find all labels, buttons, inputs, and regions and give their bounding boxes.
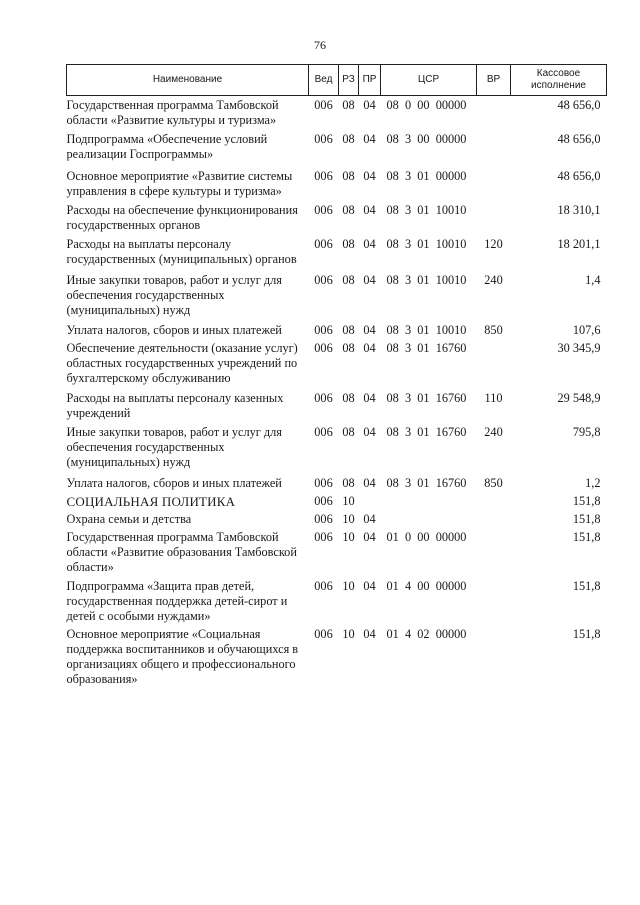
header-kassovoe: Кассовое исполнение	[511, 65, 607, 96]
row-ved: 006	[314, 98, 333, 112]
row-rz: 08	[342, 132, 355, 146]
row-ved: 006	[314, 169, 333, 183]
row-ved: 006	[314, 627, 333, 641]
row-kassovoe: 1,4	[585, 273, 601, 287]
row-rz: 08	[342, 391, 355, 405]
row-name: СОЦИАЛЬНАЯ ПОЛИТИКА	[66, 494, 236, 509]
table-row	[67, 624, 607, 687]
row-ved: 006	[314, 323, 333, 337]
row-name: Уплата налогов, сборов и иных платежей	[66, 323, 282, 337]
row-pr: 04	[363, 530, 376, 544]
row-name: Иные закупки товаров, работ и услуг для обеспечения государственных (муниципальных) нужд	[66, 273, 282, 317]
row-ved: 006	[314, 391, 333, 405]
row-vr	[477, 199, 511, 233]
row-kassovoe: 1,2	[585, 476, 601, 490]
table-row	[67, 509, 607, 527]
row-kassovoe: 48 656,0	[557, 98, 601, 112]
row-csr: 08 0 00 00000	[386, 98, 467, 112]
row-vr: 240	[484, 425, 503, 439]
row-rz: 08	[342, 273, 355, 287]
table-row	[67, 318, 607, 338]
table-row	[67, 421, 607, 470]
row-vr: 850	[484, 476, 503, 490]
row-vr: 110	[484, 391, 503, 405]
table-row	[67, 386, 607, 421]
table-row	[67, 267, 607, 318]
row-vr	[477, 509, 511, 527]
row-csr	[381, 491, 477, 509]
row-csr: 08 3 01 10010	[386, 323, 467, 337]
row-pr: 04	[363, 425, 376, 439]
row-pr: 04	[363, 132, 376, 146]
row-csr: 08 3 01 10010	[386, 273, 467, 287]
row-csr: 08 3 01 16760	[386, 425, 467, 439]
row-csr: 01 0 00 00000	[386, 530, 467, 544]
row-name: Государственная программа Тамбовской области «Развитие образования Тамбовской области»	[66, 530, 297, 574]
row-ved: 006	[314, 341, 333, 355]
row-rz: 08	[342, 476, 355, 490]
row-pr: 04	[363, 341, 376, 355]
row-rz: 08	[342, 98, 355, 112]
row-rz: 10	[342, 530, 355, 544]
header-csr: ЦСР	[381, 65, 477, 96]
row-rz: 10	[342, 627, 355, 641]
row-pr: 04	[363, 512, 376, 526]
row-csr	[381, 509, 477, 527]
table-row	[67, 575, 607, 624]
row-kassovoe: 151,8	[572, 627, 601, 641]
row-pr: 04	[363, 391, 376, 405]
row-vr	[477, 128, 511, 162]
header-name: Наименование	[67, 65, 309, 96]
row-rz: 08	[342, 425, 355, 439]
row-vr	[477, 624, 511, 687]
header-rz: РЗ	[339, 65, 359, 96]
row-name: Основное мероприятие «Социальная поддержка воспитанников и обучающихся в организациях общего и профессионального образования»	[66, 627, 299, 686]
table-row	[67, 233, 607, 267]
row-name: Расходы на выплаты персоналу казенных учреждений	[66, 391, 284, 420]
table-row	[67, 470, 607, 491]
row-ved: 006	[314, 425, 333, 439]
row-pr	[359, 491, 381, 509]
row-ved: 006	[314, 530, 333, 544]
row-vr	[477, 96, 511, 129]
row-ved: 006	[314, 237, 333, 251]
row-vr: 120	[484, 237, 503, 251]
row-pr: 04	[363, 579, 376, 593]
row-kassovoe: 151,8	[572, 579, 601, 593]
row-kassovoe: 30 345,9	[557, 341, 601, 355]
row-pr: 04	[363, 203, 376, 217]
row-kassovoe: 48 656,0	[557, 169, 601, 183]
row-ved: 006	[314, 132, 333, 146]
header-ved: Вед	[309, 65, 339, 96]
row-rz: 10	[342, 494, 355, 508]
table-header	[67, 65, 607, 96]
row-csr: 08 3 01 00000	[386, 169, 467, 183]
row-rz: 08	[342, 323, 355, 337]
row-vr	[477, 162, 511, 199]
row-ved: 006	[314, 476, 333, 490]
row-kassovoe: 151,8	[572, 530, 601, 544]
row-kassovoe: 107,6	[572, 323, 601, 337]
row-ved: 006	[314, 273, 333, 287]
row-pr: 04	[363, 323, 376, 337]
row-csr: 08 3 01 10010	[386, 237, 467, 251]
table-row	[67, 527, 607, 575]
budget-table	[66, 64, 607, 687]
table-row	[67, 199, 607, 233]
row-name: Подпрограмма «Защита прав детей, государственная поддержка детей-сирот и детей с особыми нуждами»	[66, 579, 288, 623]
row-kassovoe: 29 548,9	[557, 391, 601, 405]
row-name: Охрана семьи и детства	[66, 512, 192, 526]
row-name: Иные закупки товаров, работ и услуг для обеспечения государственных (муниципальных) нужд	[66, 425, 282, 469]
row-name: Государственная программа Тамбовской области «Развитие культуры и туризма»	[66, 98, 279, 127]
row-vr	[477, 491, 511, 509]
table-row	[67, 338, 607, 386]
row-name: Подпрограмма «Обеспечение условий реализации Госпрограммы»	[66, 132, 268, 161]
row-csr: 08 3 01 16760	[386, 341, 467, 355]
row-csr: 08 3 00 00000	[386, 132, 467, 146]
row-csr: 08 3 01 16760	[386, 391, 467, 405]
table-row	[67, 162, 607, 199]
page-number: 76	[314, 38, 326, 52]
row-vr	[477, 575, 511, 624]
row-rz: 08	[342, 341, 355, 355]
row-pr: 04	[363, 476, 376, 490]
row-kassovoe: 48 656,0	[557, 132, 601, 146]
table-row	[67, 128, 607, 162]
row-rz: 10	[342, 512, 355, 526]
row-pr: 04	[363, 627, 376, 641]
row-name: Уплата налогов, сборов и иных платежей	[66, 476, 282, 490]
row-pr: 04	[363, 237, 376, 251]
row-name: Расходы на выплаты персоналу государственных (муниципальных) органов	[66, 237, 297, 266]
row-vr: 240	[484, 273, 503, 287]
row-kassovoe: 151,8	[572, 494, 601, 508]
header-vr: ВР	[477, 65, 511, 96]
row-kassovoe: 795,8	[572, 425, 601, 439]
table-row	[67, 491, 607, 509]
row-ved: 006	[314, 203, 333, 217]
row-rz: 08	[342, 203, 355, 217]
row-pr: 04	[363, 169, 376, 183]
row-csr: 08 3 01 10010	[386, 203, 467, 217]
row-rz: 08	[342, 237, 355, 251]
row-kassovoe: 151,8	[572, 512, 601, 526]
table-row	[67, 96, 607, 129]
row-csr: 01 4 02 00000	[386, 627, 467, 641]
row-ved: 006	[314, 579, 333, 593]
row-pr: 04	[363, 273, 376, 287]
row-rz: 10	[342, 579, 355, 593]
row-name: Расходы на обеспечение функционирования государственных органов	[66, 203, 298, 232]
row-ved: 006	[314, 512, 333, 526]
row-kassovoe: 18 201,1	[557, 237, 601, 251]
row-rz: 08	[342, 169, 355, 183]
row-pr: 04	[363, 98, 376, 112]
row-ved: 006	[314, 494, 333, 508]
row-kassovoe: 18 310,1	[557, 203, 601, 217]
row-csr: 08 3 01 16760	[386, 476, 467, 490]
row-name: Основное мероприятие «Развитие системы управления в сфере культуры и туризма»	[66, 169, 293, 198]
row-vr: 850	[484, 323, 503, 337]
header-pr: ПР	[359, 65, 381, 96]
table-body	[67, 96, 607, 688]
row-csr: 01 4 00 00000	[386, 579, 467, 593]
row-name: Обеспечение деятельности (оказание услуг) областных государственных учреждений по бухгалтерскому обслуживанию	[66, 341, 298, 385]
row-vr	[477, 527, 511, 575]
row-vr	[477, 338, 511, 386]
